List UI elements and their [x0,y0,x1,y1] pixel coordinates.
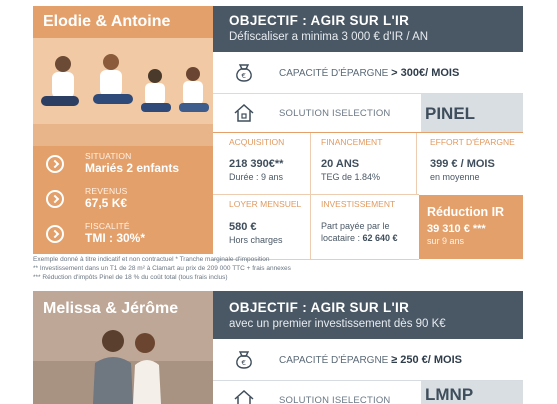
money-bag-icon [233,62,255,82]
invest-line2 [321,233,398,243]
loyer-sub: Hors charges [229,235,283,245]
solution-label-2: SOLUTION ISELECTION [279,395,391,404]
info-fiscalite [33,221,213,255]
solution-row-1 [213,94,421,132]
loyer-value: 580 € [229,221,257,233]
invest-line2-value: 62 640 € [362,233,398,243]
solution-label: SOLUTION ISELECTION [279,108,391,119]
epargne-text [279,67,459,79]
epargne-label-2: CAPACITÉ D'ÉPARGNE [279,355,389,366]
acquisition-label: ACQUISITION [229,137,285,147]
revenus-value: 67,5 K€ [85,196,128,210]
solution-value: PINEL [425,104,476,123]
effort-value: 399 € / MOIS [430,158,495,170]
financement-value: 20 ANS [321,158,360,170]
svg-text:€: € [241,359,246,367]
epargne-value: > 300€/ MOIS [391,67,460,79]
house-icon [233,103,255,123]
solution-value-box-1 [421,94,523,132]
reduction-sub: sur 9 ans [427,236,465,246]
stat-effort [414,133,523,194]
objective-banner-2 [213,291,523,339]
epargne-value-2: ≥ 250 €/ MOIS [391,354,462,366]
epargne-row-1 [213,52,523,94]
effort-sub: en moyenne [430,172,480,182]
loyer-label: LOYER MENSUEL [229,199,302,209]
fiscalite-value: TMI : 30%* [85,231,146,245]
chevron-right-circle-icon [46,190,64,208]
info-revenus [33,186,213,220]
stat-investissement [305,195,419,259]
financement-label: FINANCEMENT [321,137,383,147]
profile-panel-1 [33,6,213,254]
acquisition-value: 218 390€** [229,158,284,170]
invest-line2-prefix: locataire : [321,233,363,243]
solution-value-box-2 [421,381,523,404]
fiscalite-label: FISCALITÉ [85,221,130,231]
reduction-box [419,195,523,259]
house-icon [233,389,255,404]
situation-value: Mariés 2 enfants [85,161,180,175]
epargne-row-2 [213,339,523,381]
financement-sub: TEG de 1.84% [321,172,381,182]
reduction-value: 39 310 € *** [427,223,486,235]
reduction-title: Réduction IR [427,205,505,219]
svg-text:€: € [241,72,246,80]
objective-title: OBJECTIF : AGIR SUR L'IR [229,13,410,28]
situation-label: SITUATION [85,151,132,161]
stat-acquisition [213,133,310,194]
footnote-1: Exemple donné à titre indicatif et non contractuel * Tranche marginale d'imposition [33,256,270,263]
stat-loyer [213,195,310,259]
solution-value-2: LMNP [425,385,474,404]
couple-names: Elodie & Antoine [43,13,171,30]
effort-label: EFFORT D'ÉPARGNE [430,137,515,147]
objective-subtitle: Défiscaliser a minima 3 000 € d'IR / AN [229,31,429,43]
footnote-3: *** Réduction d'impôts Pinel de 18 % du coût total (tous frais inclus) [33,274,228,281]
info-situation [33,151,213,185]
invest-label: INVESTISSEMENT [321,199,396,209]
profile-panel-2 [33,291,213,404]
family-photo [33,38,213,146]
stat-financement [305,133,411,194]
objective-title-2: OBJECTIF : AGIR SUR L'IR [229,300,410,315]
couple-names-2: Melissa & Jérôme [43,300,179,317]
chevron-right-circle-icon [46,225,64,243]
epargne-label: CAPACITÉ D'ÉPARGNE [279,68,389,79]
footnote-2: ** Investissement dans un T1 de 28 m² à Clamart au prix de 209 000 TTC + frais annexes [33,265,291,272]
objective-subtitle-2: avec un premier investissement dès 90 K€ [229,318,446,330]
invest-line1: Part payée par le [321,221,390,231]
solution-row-2 [213,381,421,404]
revenus-label: REVENUS [85,186,128,196]
chevron-right-circle-icon [46,155,64,173]
acquisition-sub: Durée : 9 ans [229,172,284,182]
money-bag-icon [233,349,255,369]
epargne-text-2 [279,354,462,366]
objective-banner-1 [213,6,523,52]
